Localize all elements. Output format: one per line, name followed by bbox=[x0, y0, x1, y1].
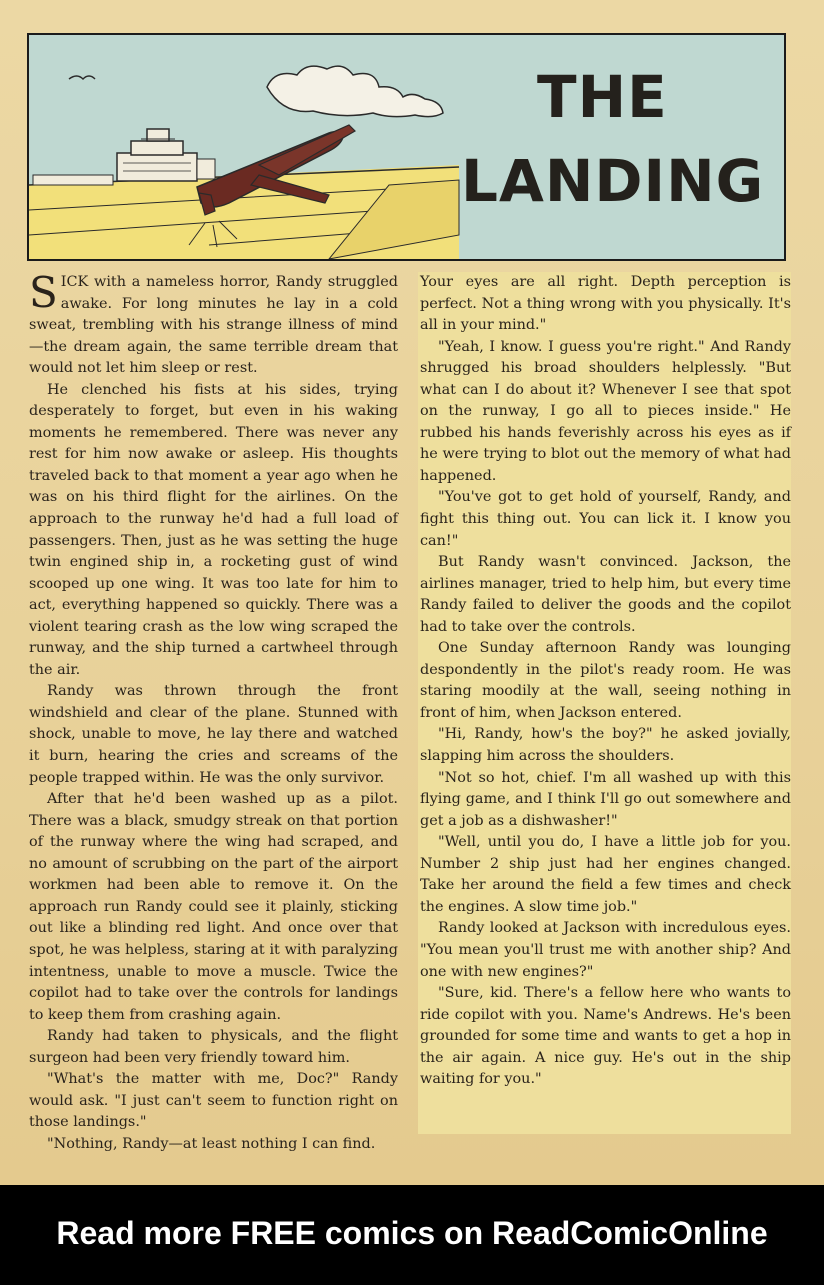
story-column-left bbox=[29, 268, 398, 1152]
story-paragraph: "Yeah, I know. I guess you're right." And Randy shrugged his broad shoulders helplessly. "But what can I do about it? Whenever I see that spot on the runway, I go all to pieces inside." He rubbed his hands feverishly across his eyes as if he were trying to blot out the memory of what had happened. bbox=[420, 338, 791, 484]
story-paragraph: Randy looked at Jackson with incredulous eyes. "You mean you'll trust me with another ship? And one with new engines?" bbox=[420, 920, 791, 980]
story-paragraph: "You've got to get hold of yourself, Randy, and fight this thing out. You can lick it. I know you can!" bbox=[420, 489, 791, 549]
title-line-the: THE bbox=[537, 63, 668, 131]
story-paragraph: "Well, until you do, I have a little job for you. Number 2 ship just had her engines changed. Take her around the field a few times and check the engines. A slow time job." bbox=[420, 834, 791, 915]
story-paragraph: Randy was thrown through the front windshield and clear of the plane. Stunned with shock, unable to move, he lay there and watched it burn, hearing the cries and screams of the people trapped within. He was the only survivor. bbox=[29, 683, 398, 786]
story-paragraph: "What's the matter with me, Doc?" Randy would ask. "I just can't seem to function right on those landings." bbox=[29, 1071, 398, 1131]
title-banner bbox=[27, 33, 786, 261]
title-line-landing: LANDING bbox=[461, 147, 765, 215]
terminal-building bbox=[33, 129, 215, 185]
story-paragraph: Your eyes are all right. Depth perception is perfect. Not a thing wrong with you physically. It's all in your mind." bbox=[420, 274, 791, 334]
story-paragraph: He clenched his fists at his sides, trying desperately to forget, but even in his waking moments he remembered. There was never any rest for him now awake or asleep. His thoughts traveled back to that moment a year ago when he was on his third flight for the airlines. On the approach to the runway he'd had a full load of passengers. Then, just as he was setting the huge twin engined ship in, a rocketing gust of wind scooped up one wing. It was too late for him to act, everything happened so quickly. There was a violent tearing crash as the low wing scraped the runway, and the ship turned a cartwheel through the air. bbox=[29, 381, 398, 678]
promo-link[interactable]: Read more FREE comics on ReadComicOnline bbox=[56, 1215, 768, 1251]
story-paragraph bbox=[29, 268, 398, 380]
story-column-right bbox=[418, 272, 791, 1134]
story-paragraph: "Not so hot, chief. I'm all washed up with this flying game, and I think I'll go out somewhere and get a job as a dishwasher!" bbox=[420, 769, 791, 829]
story-paragraph: Randy had taken to physicals, and the flight surgeon had been very friendly toward him. bbox=[29, 1028, 398, 1066]
story-paragraph: One Sunday afternoon Randy was lounging despondently in the pilot's ready room. He was staring moodily at the wall, seeing nothing in front of him, when Jackson entered. bbox=[420, 640, 791, 721]
story-paragraph: After that he'd been washed up as a pilot. There was a black, smudgy streak on that portion of the runway where the wing had scraped, and no amount of scrubbing on the part of the airport workmen had been able to remove it. On the approach run Randy could see it plainly, sticking out like a blinding red light. And once over that spot, he was helpless, staring at it with paralyzing intentness, unable to move a muscle. Twice the copilot had to take over the controls for landings to keep them from crashing again. bbox=[29, 791, 398, 1023]
story-paragraph: "Hi, Randy, how's the boy?" he asked jovially, slapping him across the shoulders. bbox=[420, 726, 791, 765]
paragraph-text: ICK with a nameless horror, Randy struggled awake. For long minutes he lay in a cold sweat, trembling with his strange illness of mind —the dream again, the same terrible dream that would not let him sleep or rest. bbox=[29, 274, 398, 377]
story-paragraph: But Randy wasn't convinced. Jackson, the airlines manager, tried to help him, but every time Randy failed to deliver the goods and the copilot had to take over the controls. bbox=[420, 554, 791, 635]
drop-cap: S bbox=[29, 268, 58, 317]
bird bbox=[69, 76, 95, 79]
story-paragraph: "Nothing, Randy—at least nothing I can find. bbox=[47, 1135, 376, 1152]
promo-footer bbox=[0, 1185, 824, 1285]
cloud bbox=[267, 66, 443, 117]
story-paragraph: "Sure, kid. There's a fellow here who wants to ride copilot with you. Name's Andrews. He's been grounded for some time and wants to get a hop in the air again. A nice guy. He's out in the ship waiting for you." bbox=[420, 985, 791, 1088]
